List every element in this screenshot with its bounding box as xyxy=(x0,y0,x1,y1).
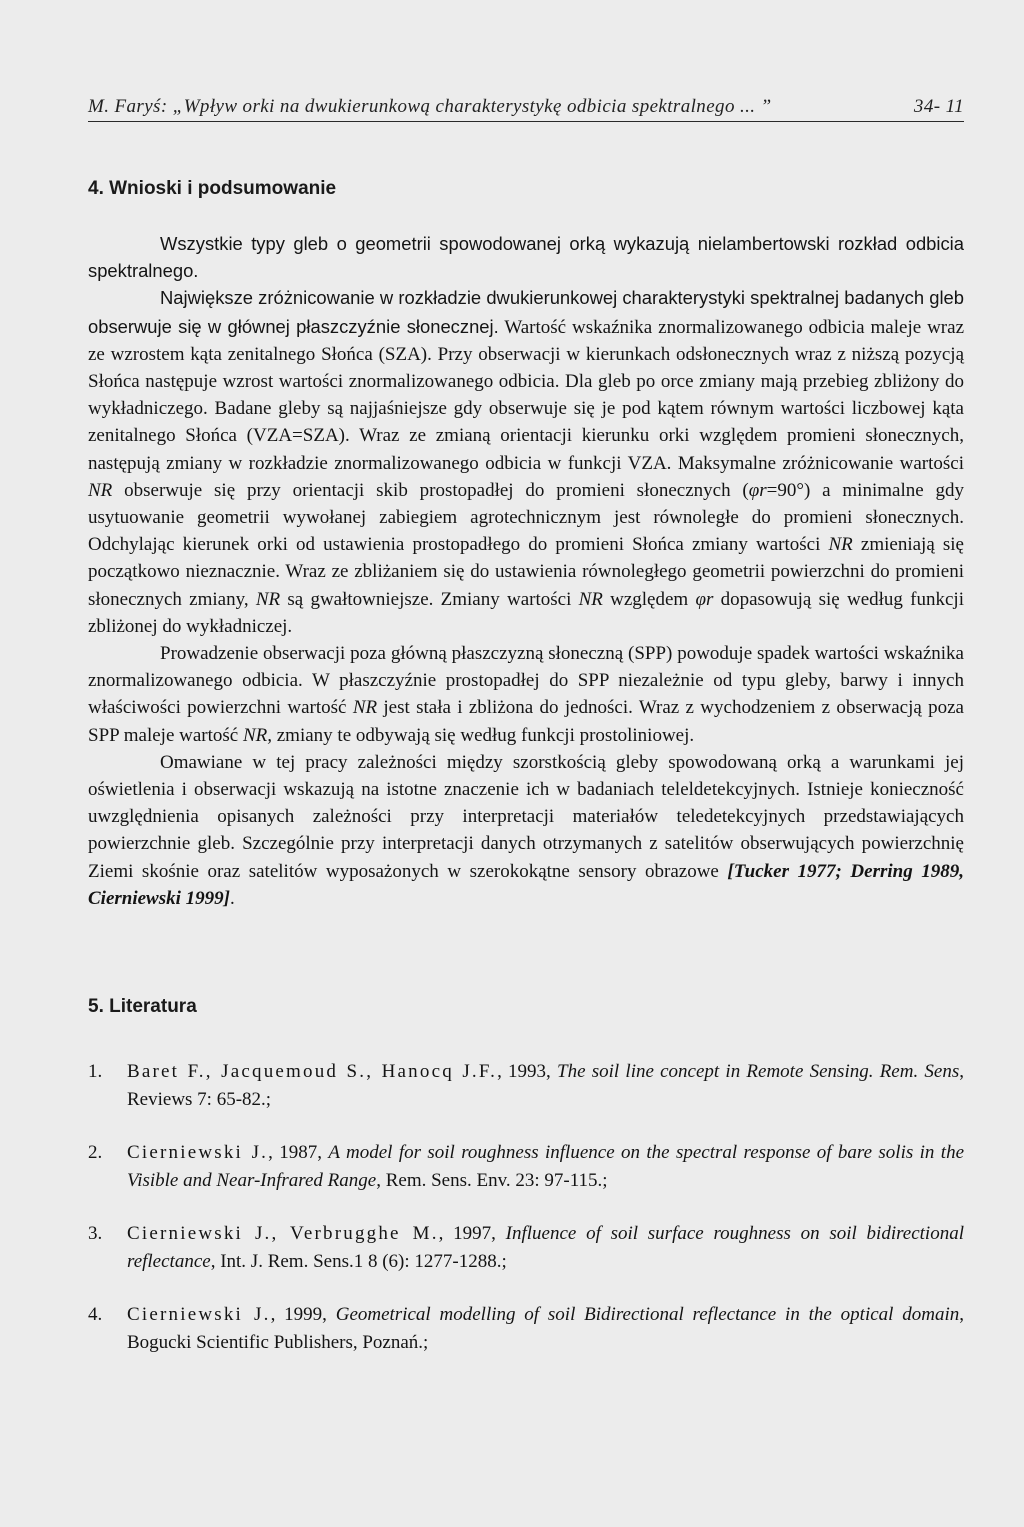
reference-source: , Reviews 7: 65-82.; xyxy=(127,1061,964,1110)
paragraph-2-text-e: są gwałtowniejsze. Zmiany wartości xyxy=(280,588,579,610)
running-header-title: M. Faryś: „Wpływ orki na dwukierunkową charakterystykę odbicia spektralnego ... ” xyxy=(88,96,772,117)
reference-number: 4. xyxy=(88,1304,103,1326)
paragraph-2-text-b: obserwuje się przy orientacji skib prostopadłej do promieni słonecznych ( xyxy=(112,479,749,501)
reference-year: , 1987, xyxy=(268,1142,329,1164)
paragraph-2-text-c: =90°) a minimalne gdy usytuowanie geometrii wywołanej zabiegiem agrotechnicznym jest równoległe do promieni słonecznych. Odchylając kierunek orki od ustawienia prostopadłego do promieni Słońca zmiany wartości xyxy=(88,479,964,556)
reference-item xyxy=(88,1139,964,1194)
paragraph-2-text-f: względem xyxy=(602,588,696,610)
reference-number: 1. xyxy=(88,1061,103,1083)
conclusion-paragraph-1: Wszystkie typy gleb o geometrii spowodowanej orką wykazują nielambertowski rozkład odbicia spektralnego. xyxy=(88,233,964,282)
paragraph-2-text-g: dopasowują się według funkcji zbliżonej do wykładniczej. xyxy=(88,588,964,637)
reference-year: , 1999, xyxy=(270,1304,336,1326)
reference-source: , Rem. Sens. Env. 23: 97-115.; xyxy=(376,1169,608,1191)
reference-title: The soil line concept in Remote Sensing. Rem. Sens xyxy=(557,1061,960,1083)
paragraph-4-end: . xyxy=(229,887,235,909)
reference-authors: Cierniewski J. xyxy=(127,1142,269,1164)
nr-symbol: NR xyxy=(578,588,603,610)
reference-year: , 1993, xyxy=(497,1061,558,1083)
section-5-heading: 5. Literatura xyxy=(88,996,197,1018)
reference-title: Influence of soil surface roughness on soil bidirectional reflectance xyxy=(127,1223,964,1272)
reference-number: 2. xyxy=(88,1142,103,1164)
citation-group: [Tucker 1977; Derring 1989, Cierniewski 1999] xyxy=(88,860,965,909)
paragraph-2-text-d: zmieniają się początkowo nieznacznie. Wraz ze zbliżaniem się do ustawienia równoległego geometrii powierzchni do promieni słonecznych zmiany, xyxy=(88,534,964,610)
reference-authors: Cierniewski J. xyxy=(127,1304,271,1326)
nr-symbol: NR xyxy=(255,588,281,610)
reference-authors: Baret F., Jacquemoud S., Hanocq J.F. xyxy=(127,1061,498,1083)
nr-symbol: NR xyxy=(828,534,853,556)
reference-authors: Cierniewski J., Verbrugghe M. xyxy=(127,1223,439,1245)
paragraph-3-text-a: Prowadzenie obserwacji poza główną płaszczyzną słoneczną (SPP) powoduje spadek wartości wskaźnika znormalizowanego odbicia. W płaszczyźnie prostopadłej do SPP niezależnie od typu gleby, barwy i innych właściwości powierzchni wartość xyxy=(88,643,964,719)
paragraph-2-text-a: Wartość wskaźnika znormalizowanego odbicia maleje wraz ze wzrostem kąta zenitalnego Słońca (SZA). Przy obserwacji w kierunkach odsłonecznych wraz z niższą pozycją Słońca następuje wzrost wartości znormalizowanego odbicia. Dla gleb po orce zmiany mają przebieg zbliżony do wykładniczego. Badane gleby są najjaśniejsze gdy obserwuje się je pod kątem równym wartości liczbowej kąta zenitalnego Słońca (VZA=SZA). Wraz ze zmianą orientacji kierunku orki względem promieni słonecznych, następują zmiany w rozkładzie znormalizowanego odbicia w funkcji VZA. Maksymalne zróżnicowanie wartości xyxy=(88,316,965,474)
phi-symbol: φr xyxy=(748,479,767,501)
page-number: 34- 11 xyxy=(913,96,964,117)
conclusion-paragraph-4 xyxy=(88,749,964,912)
phi-symbol: φr xyxy=(695,588,714,610)
conclusion-paragraph-2 xyxy=(88,284,964,640)
reference-item xyxy=(88,1058,964,1113)
nr-symbol: NR, xyxy=(242,724,272,746)
paragraph-2-lead: Największe zróżnicowanie w rozkładzie dwukierunkowej charakterystyki spektralnej badanych gleb obserwuje się w głównej płaszczyźnie słonecznej. xyxy=(88,287,964,337)
reference-year: , 1997, xyxy=(438,1223,506,1245)
reference-item xyxy=(88,1301,964,1356)
nr-symbol: NR xyxy=(352,697,378,719)
reference-source: , Bogucki Scientific Publishers, Poznań.; xyxy=(127,1304,965,1353)
running-header xyxy=(88,96,964,122)
section-4-heading: 4. Wnioski i podsumowanie xyxy=(88,178,337,199)
paragraph-4-text: Omawiane w tej pracy zależności między szorstkością gleby spowodowaną orką a warunkami jej oświetlenia i obserwacji wskazują na istotne znaczenie ich w badaniach teleldetekcyjnych. Istnieje konieczność uwzględnienia opisanych zależności przy interpretacji materiałów teledetekcyjnych przedstawiających powierzchnie gleb. Szczególnie przy interpretacji danych otrzymanych z satelitów obserwujących powierzchnię Ziemi skośnie oraz satelitów wyposażonych w szerokokątne sensory obrazowe xyxy=(88,751,964,882)
reference-source: , Int. J. Rem. Sens.1 8 (6): 1277-1288.; xyxy=(210,1250,507,1272)
paragraph-3-text-b: jest stała i zbliżona do jedności. Wraz z wychodzeniem z obserwacją poza SPP maleje wartość xyxy=(88,697,964,746)
conclusion-paragraph-3 xyxy=(88,640,964,749)
paragraph-3-text-c: zmiany te odbywają się według funkcji prostoliniowej. xyxy=(272,724,695,746)
reference-title: A model for soil roughness influence on the spectral response of bare solis in the Visible and Near-Infrared Range xyxy=(127,1142,964,1191)
reference-list xyxy=(88,1058,964,1356)
nr-symbol: NR xyxy=(88,479,113,501)
reference-item xyxy=(88,1220,964,1275)
reference-title: Geometrical modelling of soil Bidirectional reflectance in the optical domain xyxy=(335,1304,960,1326)
page xyxy=(88,96,964,1382)
reference-number: 3. xyxy=(88,1223,103,1245)
